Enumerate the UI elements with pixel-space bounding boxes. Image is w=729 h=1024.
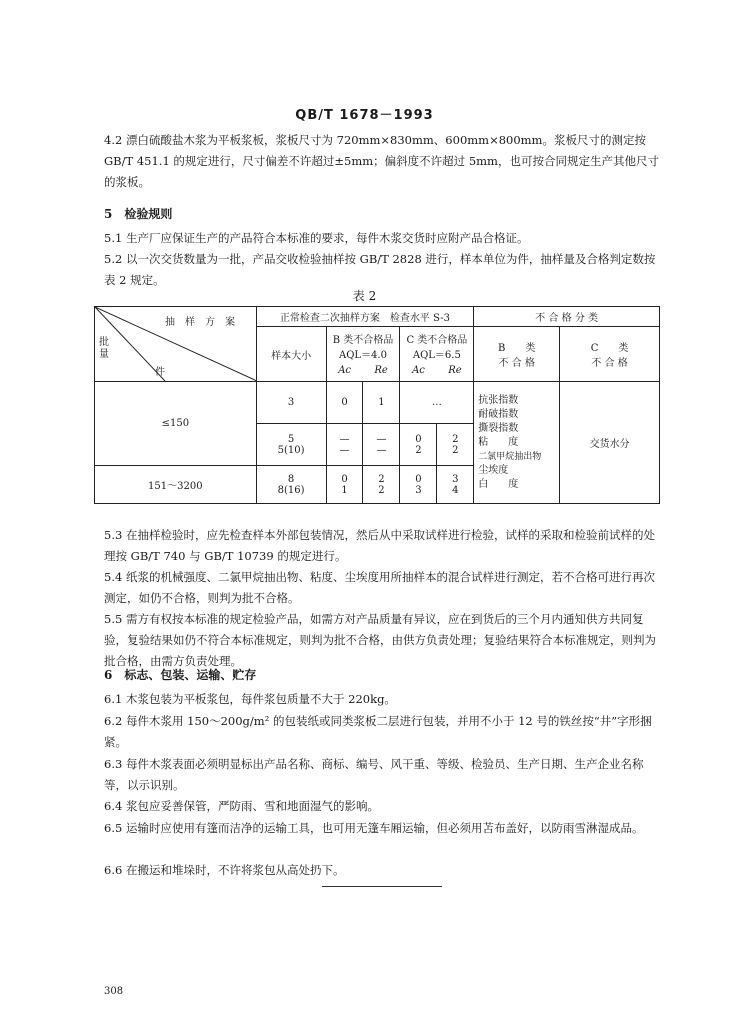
c-ac-cell: 0 2	[400, 424, 437, 466]
b-ac-cell: 0	[326, 382, 363, 424]
sample-size-header: 样本大小	[256, 327, 326, 382]
b-items-cell: 抗张指数 耐破指数 撕裂指数 粘 度 二氯甲烷抽出物 尘埃度 白 度	[474, 382, 560, 504]
b-class-header: B 类 不 合 格	[474, 327, 560, 382]
clause-6-6: 6.6 在搬运和堆垛时，不许将浆包从高处扔下。	[104, 863, 345, 877]
b-re-cell: 2 2	[363, 466, 400, 504]
b-aql-header: B 类不合格品 AQL＝4.0 Ac Re	[326, 327, 400, 382]
table-caption: 表 2	[352, 289, 377, 303]
clause-6-1: 6.1 木浆包装为平板浆包，每件浆包质量不大于 220kg。	[104, 692, 396, 706]
sample-size-cell: 8 8(16)	[256, 466, 326, 504]
b-ac-cell: 0 1	[326, 466, 363, 504]
c-class-header: C 类 不 合 格	[560, 327, 660, 382]
clause-5-2: 5.2 以一次交货数量为一批，产品交收检验抽样按 GB/T 2828 进行，样本单位为件，抽样量及合格判定数按表 2 规定。	[104, 252, 656, 287]
c-ac-cell: …	[400, 382, 474, 424]
lot-small: ≤150	[95, 382, 257, 466]
clause-5-1: 5.1 生产厂应保证生产的产品符合本标准的要求，每件木浆交货时应附产品合格证。	[104, 231, 529, 245]
c-re-cell: 2 2	[437, 424, 474, 466]
scheme-header: 正常检查二次抽样方案 检查水平 S-3	[256, 307, 474, 327]
page-number: 308	[104, 986, 124, 997]
sampling-table	[94, 306, 660, 504]
clause-5-5: 5.5 需方有权按本标准的规定检验产品，如需方对产品质量有异议，应在到货后的三个月内通知供方共同复验，复验结果如仍不符合本标准规定，则判为批不合格，由供方负责处理；复验结果符合本标准规定，则判为批合格，由需方负责处理。	[104, 612, 656, 668]
sample-size-cell: 5 5(10)	[256, 424, 326, 466]
clause-6-5: 6.5 运输时应使用有篷而洁净的运输工具，也可用无篷车厢运输，但必须用苫布盖好，以防雨雪淋湿成品。	[104, 821, 644, 835]
c-re-cell: 3 4	[437, 466, 474, 504]
diag-left-label: 批 量	[99, 337, 119, 360]
clause-4-2: 4.2 漂白硫酸盐木浆为平板浆板，浆板尺寸为 720mm×830mm、600mm×800mm。浆板尺寸的测定按 GB/T 451.1 的规定进行，尺寸偏差不许超过±5mm；偏斜度不许超过 5mm，也可按合同规定生产其他尺寸的浆板。	[104, 133, 659, 189]
c-items-cell: 交货水分	[560, 382, 660, 504]
b-re-cell: — —	[363, 424, 400, 466]
sample-size-cell: 3	[256, 382, 326, 424]
table-row	[95, 382, 660, 424]
section-5-heading: 5 检验规则	[104, 207, 173, 221]
clause-5-3: 5.3 在抽样检验时，应先检查样本外部包装情况，然后从中采取试样进行检验，试样的采取和检验前试样的处理按 GB/T 740 与 GB/T 10739 的规定进行。	[104, 528, 655, 563]
document-header: QB/T 1678－1993	[295, 108, 434, 123]
clause-6-3: 6.3 每件木浆表面必须明显标出产品名称、商标、编号、风干重、等级、检验员、生产日期、生产企业名称等，以示识别。	[104, 757, 644, 792]
c-ac-cell: 0 3	[400, 466, 437, 504]
diagonal-header-cell	[95, 307, 257, 382]
c-aql-header: C 类不合格品 AQL＝6.5 Ac Re	[400, 327, 474, 382]
section-6-heading: 6 标志、包装、运输、贮存	[104, 668, 257, 682]
diag-bottom-label: 件	[155, 367, 165, 378]
clause-5-4: 5.4 纸浆的机械强度、二氯甲烷抽出物、粘度、尘埃度用所抽样本的混合试样进行测定，若不合格可进行再次测定，如仍不合格，则判为批不合格。	[104, 570, 655, 605]
clause-6-4: 6.4 浆包应妥善保管，严防雨、雪和地面湿气的影响。	[104, 799, 379, 813]
lot-large: 151～3200	[95, 466, 257, 504]
nonconformity-header: 不 合 格 分 类	[474, 307, 660, 327]
b-re-cell: 1	[363, 382, 400, 424]
clause-6-2: 6.2 每件木浆用 150～200g/m² 的包装纸或同类浆板二层进行包装，并用不小于 12 号的铁丝按“井”字形捆紧。	[104, 714, 652, 749]
b-ac-cell: — —	[326, 424, 363, 466]
end-rule	[322, 886, 442, 887]
diag-top-label: 抽 样 方 案	[165, 317, 235, 328]
